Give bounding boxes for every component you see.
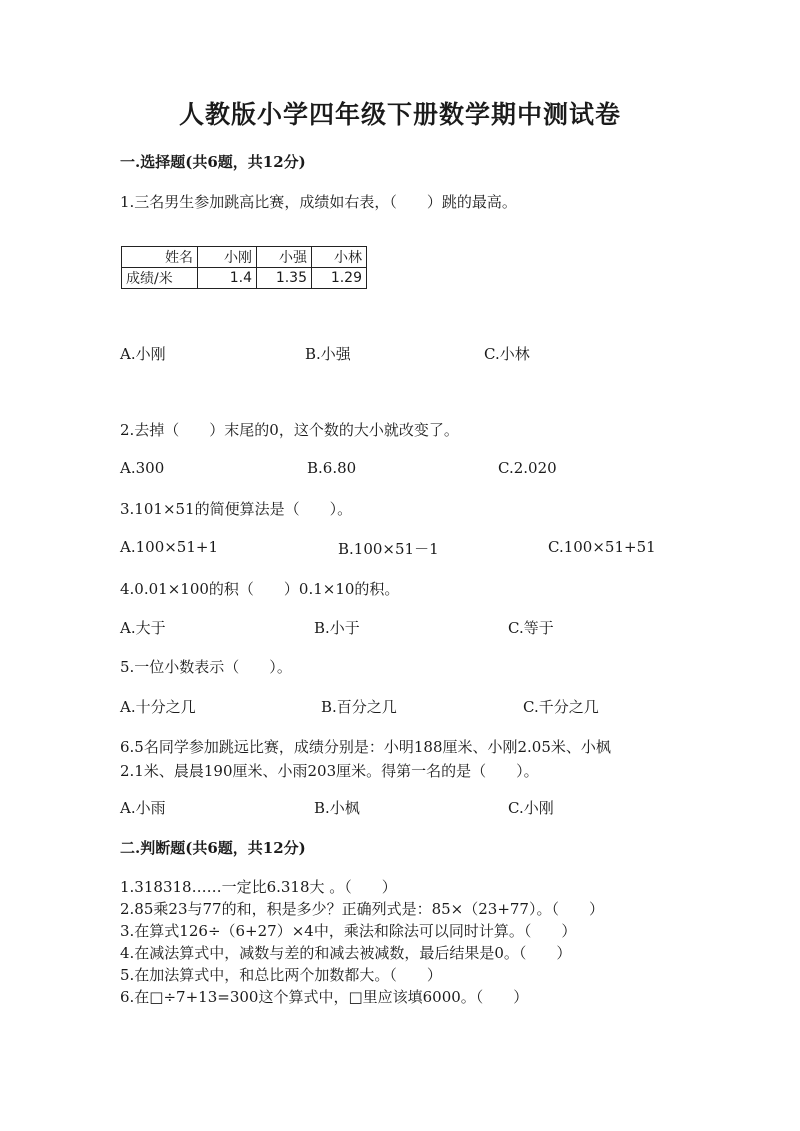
question-6-line-1: 6.5名同学参加跳远比赛，成绩分别是：小明188厘米、小刚2.05米、小枫 [120,738,611,756]
table-cell: 1.4 [198,268,257,289]
q1-option-a: A.小刚 [120,345,166,363]
q3-option-a: A.100×51+1 [120,538,218,556]
q3-option-c: C.100×51+51 [548,538,656,556]
table-cell: 小林 [312,247,367,268]
q2-option-c: C.2.020 [498,459,557,477]
question-5-text: 5.一位小数表示（ ）。 [120,658,292,676]
score-table [121,246,367,289]
q4-option-a: A.大于 [120,619,166,637]
q6-option-b: B.小枫 [314,799,360,817]
q6-option-a: A.小雨 [120,799,166,817]
question-1-text: 1.三名男生参加跳高比赛，成绩如右表，（ ）跳的最高。 [120,193,517,211]
q1-option-c: C.小林 [484,345,530,363]
table-cell: 小刚 [198,247,257,268]
judgment-item-6: 6.在□÷7+13=300这个算式中，□里应该填6000。（ ） [120,988,529,1006]
section-heading-judgment: 二.判断题(共6题，共12分) [120,839,306,857]
table-cell: 小强 [257,247,312,268]
table-cell: 成绩/米 [122,268,198,289]
q2-option-a: A.300 [120,459,165,477]
section-heading-choice: 一.选择题(共6题，共12分) [120,153,306,171]
q4-option-c: C.等于 [508,619,554,637]
q5-option-b: B.百分之几 [321,698,397,716]
table-cell: 1.29 [312,268,367,289]
question-3-text: 3.101×51的简便算法是（ ）。 [120,500,353,518]
judgment-item-4: 4.在减法算式中，减数与差的和减去被减数，最后结果是0。（ ） [120,944,572,962]
question-4-text: 4.0.01×100的积（ ）0.1×10的积。 [120,580,400,598]
table-row [122,268,367,289]
judgment-item-3: 3.在算式126÷（6+27）×4中，乘法和除法可以同时计算。（ ） [120,922,577,940]
q5-option-c: C.千分之几 [523,698,599,716]
judgment-item-2: 2.85乘23与77的和，积是多少？正确列式是：85×（23+77）。（ ） [120,900,604,918]
table-row [122,247,367,268]
table-cell: 1.35 [257,268,312,289]
q1-option-b: B.小强 [305,345,351,363]
question-2-text: 2.去掉（ ）末尾的0，这个数的大小就改变了。 [120,421,459,439]
q4-option-b: B.小于 [314,619,360,637]
judgment-item-5: 5.在加法算式中，和总比两个加数都大。（ ） [120,966,442,984]
q3-option-b: B.100×51－1 [338,540,439,558]
q5-option-a: A.十分之几 [120,698,196,716]
q2-option-b: B.6.80 [307,459,357,477]
q6-option-c: C.小刚 [508,799,554,817]
question-6-line-2: 2.1米、晨晨190厘米、小雨203厘米。得第一名的是（ ）。 [120,762,539,780]
table-cell: 姓名 [122,247,198,268]
judgment-item-1: 1.318318……一定比6.318大 。（ ） [120,878,397,896]
page-title: 人教版小学四年级下册数学期中测试卷 [178,100,621,129]
